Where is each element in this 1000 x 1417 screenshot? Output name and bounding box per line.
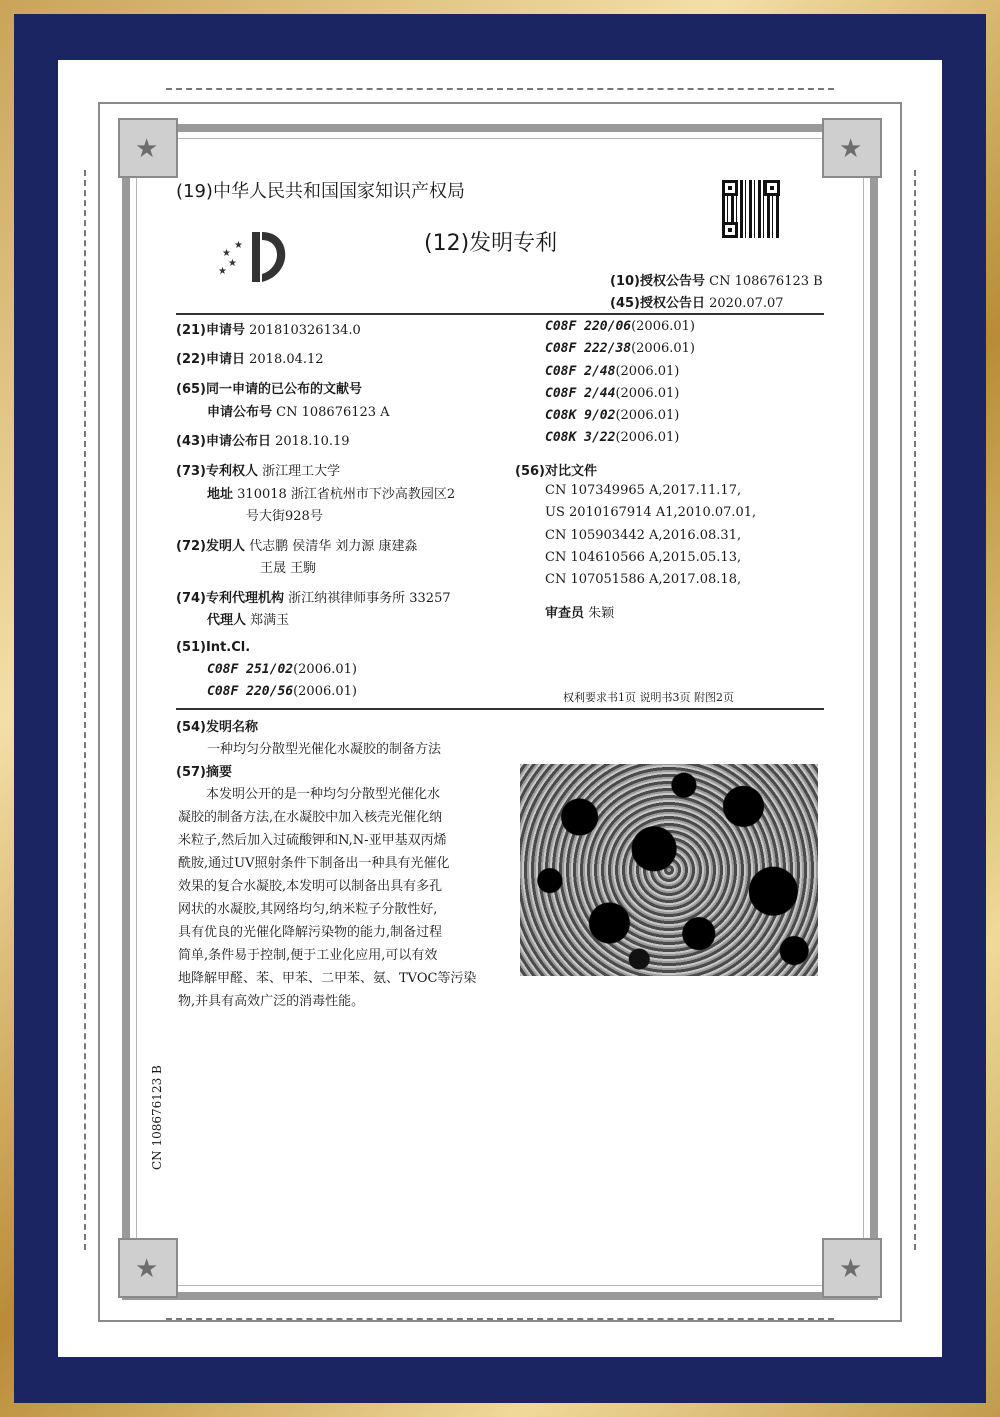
grant-number: CN 108676123 B (709, 274, 823, 289)
invention-title: 一种均匀分散型光催化水凝胶的制备方法 (207, 742, 442, 757)
intcl-code: C08K 9/02 (545, 408, 616, 423)
abstract-line: 具有优良的光催化降解污染物的能力,制备过程 (178, 925, 443, 940)
abstract-line: 物,并具有高效广泛的消毒性能。 (178, 994, 365, 1009)
office-name: (19)中华人民共和国国家知识产权局 (176, 181, 465, 202)
pub-no-label: 申请公布号 (207, 405, 273, 420)
abstract-line: 凝胶的制备方法,在水凝胶中加入核壳光催化纳 (178, 810, 443, 825)
intcl-item (545, 364, 679, 379)
cited-item: CN 104610566 A,2015.05.13, (545, 550, 742, 565)
agent: 郑满玉 (250, 613, 290, 628)
header-divider (176, 313, 824, 315)
inventors-line-1: 代志鹏 侯清华 刘力源 康建淼 (249, 539, 418, 554)
abstract-line: 效果的复合水凝胶,本发明可以制备出具有多孔 (178, 879, 443, 894)
prior-pub-label: (65)同一申请的已公布的文献号 (176, 382, 362, 397)
intcl-code: C08F 2/44 (545, 386, 616, 401)
intcl-item (545, 319, 695, 334)
grant-date-row (610, 292, 784, 311)
svg-text:★: ★ (228, 258, 237, 269)
pub-date: 2018.10.19 (275, 434, 350, 449)
app-no: 201810326134.0 (249, 323, 361, 338)
address-label: 地址 (207, 487, 234, 502)
intcl-version: (2006.01) (631, 319, 695, 334)
cited-item: CN 105903442 A,2016.08.31, (545, 528, 742, 543)
intcl-code: C08F 220/06 (545, 319, 632, 334)
abstract-line: 酰胺,通过UV照射条件下制备出一种具有光催化 (178, 856, 450, 871)
grant-date-label: (45)授权公告日 (610, 296, 705, 311)
title-label: (54)发明名称 (176, 720, 258, 735)
svg-text:★: ★ (234, 240, 243, 251)
cited-label: (56)对比文件 (515, 464, 597, 479)
cnipa-logo-icon (216, 226, 296, 284)
address-line-1: 310018 浙江省杭州市下沙高教园区2 (237, 487, 456, 502)
intcl-label: (51)Int.Cl. (176, 640, 251, 655)
intcl-item (545, 408, 679, 423)
grant-number-label: (10)授权公告号 (610, 274, 705, 289)
intcl-version: (2006.01) (631, 341, 695, 356)
intcl-version: (2006.01) (615, 386, 680, 401)
side-patent-number: CN 108676123 B (150, 1065, 164, 1170)
address-line-2: 号大街928号 (246, 509, 323, 524)
intcl-item (207, 684, 357, 699)
intcl-code: C08K 3/22 (545, 430, 616, 445)
app-date-label: (22)申请日 (176, 352, 245, 367)
inventors-label: (72)发明人 (176, 539, 245, 554)
intcl-version: (2006.01) (615, 364, 680, 379)
cited-item: CN 107051586 A,2017.08.18, (545, 572, 742, 587)
intcl-item (545, 430, 679, 445)
intcl-code: C08F 2/48 (545, 364, 616, 379)
agency-label: (74)专利代理机构 (176, 591, 284, 606)
document-kind: (12)发明专利 (424, 231, 558, 256)
app-date: 2018.04.12 (249, 352, 324, 367)
abstract-label: (57)摘要 (176, 765, 232, 780)
patentee: 浙江理工大学 (262, 464, 341, 479)
pub-no: CN 108676123 A (276, 405, 390, 420)
intcl-code: C08F 220/56 (207, 684, 294, 699)
svg-text:★: ★ (218, 266, 227, 277)
app-no-label: (21)申请号 (176, 323, 245, 338)
abstract-line: 地降解甲醛、苯、甲苯、二甲苯、氨、TVOC等污染 (178, 971, 477, 986)
intcl-code: C08F 222/38 (545, 341, 632, 356)
grant-number-row (610, 270, 823, 289)
abstract-line: 简单,条件易于控制,便于工业化应用,可以有效 (178, 948, 438, 963)
intcl-version: (2006.01) (615, 408, 680, 423)
intcl-item (207, 662, 357, 677)
cited-item: CN 107349965 A,2017.11.17, (545, 483, 742, 498)
section-divider (176, 708, 824, 710)
page-counts: 权利要求书1页 说明书3页 附图2页 (563, 691, 734, 704)
hydrogel-micrograph-image (520, 764, 818, 976)
qr-code-icon (722, 180, 780, 238)
star-icon: ★ (839, 134, 863, 164)
intcl-item (545, 386, 679, 401)
examiner: 朱颖 (588, 606, 615, 621)
intcl-item (545, 341, 695, 356)
agent-label: 代理人 (207, 613, 247, 628)
star-icon: ★ (839, 1254, 863, 1284)
intcl-version: (2006.01) (615, 430, 680, 445)
examiner-label: 审查员 (545, 606, 585, 621)
inventors-line-2: 王晟 王駒 (260, 561, 317, 576)
pub-date-label: (43)申请公布日 (176, 434, 271, 449)
cited-item: US 2010167914 A1,2010.07.01, (545, 505, 757, 520)
intcl-version: (2006.01) (293, 684, 357, 699)
intcl-code: C08F 251/02 (207, 662, 294, 677)
svg-text:★: ★ (222, 248, 231, 259)
star-icon: ★ (135, 1254, 159, 1284)
grant-date: 2020.07.07 (709, 296, 784, 311)
abstract-line: 米粒子,然后加入过硫酸钾和N,N-亚甲基双丙烯 (178, 833, 447, 848)
star-icon: ★ (135, 134, 159, 164)
abstract-line: 网状的水凝胶,其网络均匀,纳米粒子分散性好, (178, 902, 438, 917)
agency: 浙江纳祺律师事务所 33257 (288, 591, 451, 606)
patentee-label: (73)专利权人 (176, 464, 258, 479)
intcl-version: (2006.01) (293, 662, 357, 677)
abstract-line: 本发明公开的是一种均匀分散型光催化水 (206, 787, 441, 802)
